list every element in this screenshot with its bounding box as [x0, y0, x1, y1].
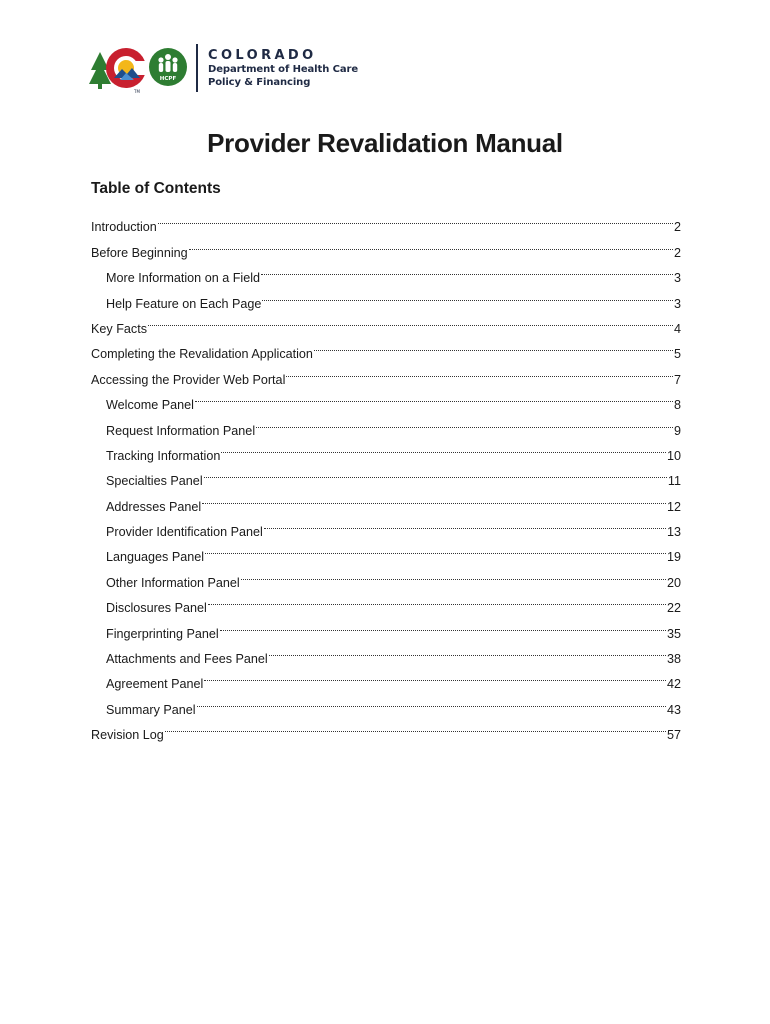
- toc-entry-page-number[interactable]: 42: [666, 677, 681, 692]
- toc-entry[interactable]: [91, 206, 681, 235]
- logo-marks: [88, 42, 188, 94]
- toc-dot-leader: [204, 460, 667, 485]
- document-title: Provider Revalidation Manual: [207, 128, 563, 158]
- toc-dot-leader: [241, 561, 666, 586]
- toc-dot-leader: [189, 231, 673, 256]
- toc-dot-leader: [165, 714, 666, 739]
- toc-entry-page-number[interactable]: 2: [673, 220, 681, 235]
- toc-entry-label[interactable]: Disclosures Panel: [106, 601, 207, 616]
- toc-entry-page-number[interactable]: 3: [673, 271, 681, 286]
- toc-dot-leader: [148, 308, 673, 333]
- toc-entry-label[interactable]: Specialties Panel: [106, 474, 203, 489]
- toc-entry-page-number[interactable]: 11: [667, 474, 681, 489]
- toc-entry-label[interactable]: Introduction: [91, 220, 157, 235]
- toc-dot-leader: [208, 587, 666, 612]
- toc-dot-leader: [314, 333, 673, 358]
- colorado-c-logo-icon: [88, 42, 188, 94]
- toc-entry-label[interactable]: Completing the Revalidation Application: [91, 347, 313, 362]
- toc-entry[interactable]: [91, 231, 681, 260]
- tm-mark: TM: [134, 89, 140, 94]
- toc-dot-leader: [158, 206, 673, 231]
- hcpf-mark-text: HCPF: [159, 76, 177, 82]
- table-of-contents: [91, 206, 681, 743]
- toc-heading: Table of Contents: [91, 180, 221, 197]
- toc-entry-label[interactable]: Help Feature on Each Page: [106, 296, 262, 311]
- toc-entry-page-number[interactable]: 9: [673, 423, 681, 438]
- toc-entry-page-number[interactable]: 4: [673, 321, 681, 336]
- toc-dot-leader: [261, 257, 673, 282]
- toc-entry-label[interactable]: Other Information Panel: [106, 575, 240, 590]
- toc-entry-label[interactable]: Attachments and Fees Panel: [106, 652, 268, 667]
- toc-entry-page-number[interactable]: 8: [673, 398, 681, 413]
- toc-entry[interactable]: [91, 308, 681, 336]
- toc-entry-page-number[interactable]: 5: [673, 347, 681, 362]
- toc-dot-leader: [262, 282, 673, 307]
- toc-entry-label[interactable]: Tracking Information: [106, 448, 221, 463]
- toc-entry[interactable]: [91, 714, 681, 743]
- toc-dot-leader: [195, 384, 673, 409]
- colorado-c-icon: [106, 48, 148, 88]
- toc-entry-page-number[interactable]: 12: [666, 499, 681, 514]
- toc-dot-leader: [202, 485, 666, 510]
- toc-dot-leader: [269, 638, 666, 663]
- toc-dot-leader: [197, 688, 666, 713]
- toc-dot-leader: [205, 536, 666, 561]
- logo-state-name: COLORADO: [208, 47, 317, 63]
- toc-entry-label[interactable]: Revision Log: [91, 728, 164, 743]
- toc-dot-leader: [286, 358, 673, 383]
- logo-text: [208, 48, 358, 89]
- toc-entry-page-number[interactable]: 20: [666, 575, 681, 590]
- toc-entry-label[interactable]: Fingerprinting Panel: [106, 626, 219, 641]
- toc-entry-page-number[interactable]: 3: [673, 296, 681, 311]
- logo-divider: [196, 44, 198, 92]
- toc-dot-leader: [221, 435, 666, 460]
- toc-dot-leader: [204, 663, 666, 688]
- toc-entry-label[interactable]: Request Information Panel: [106, 423, 256, 438]
- toc-entry-page-number[interactable]: 2: [673, 245, 681, 260]
- toc-entry-label[interactable]: Summary Panel: [106, 702, 196, 717]
- hcpf-logo: [88, 42, 358, 94]
- toc-entry-page-number[interactable]: 19: [666, 550, 681, 565]
- toc-entry-label[interactable]: Welcome Panel: [106, 398, 194, 413]
- toc-dot-leader: [264, 511, 666, 536]
- toc-entry-page-number[interactable]: 22: [666, 601, 681, 616]
- toc-entry-page-number[interactable]: 43: [666, 702, 681, 717]
- toc-entry-label[interactable]: Accessing the Provider Web Portal: [91, 372, 286, 387]
- toc-dot-leader: [256, 409, 673, 434]
- hcpf-circle-icon: [149, 48, 187, 86]
- toc-dot-leader: [220, 612, 666, 637]
- toc-entry-page-number[interactable]: 10: [666, 448, 681, 463]
- toc-entry[interactable]: [91, 333, 681, 362]
- toc-entry-label[interactable]: Provider Identification Panel: [106, 525, 263, 540]
- logo-department-line2: Policy & Financing: [208, 76, 311, 88]
- toc-entry-page-number[interactable]: 35: [666, 626, 681, 641]
- toc-entry-label[interactable]: Languages Panel: [106, 550, 205, 565]
- toc-entry-page-number[interactable]: 13: [666, 525, 681, 540]
- logo-department-line1: Department of Health Care: [208, 63, 358, 75]
- toc-entry-label[interactable]: Agreement Panel: [106, 677, 204, 692]
- toc-entry-label[interactable]: Before Beginning: [91, 245, 188, 260]
- toc-entry-label[interactable]: Key Facts: [91, 321, 147, 336]
- toc-entry-page-number[interactable]: 57: [666, 728, 681, 743]
- toc-entry-label[interactable]: Addresses Panel: [106, 499, 202, 514]
- toc-entry-label[interactable]: More Information on a Field: [106, 271, 260, 286]
- toc-entry-page-number[interactable]: 7: [673, 372, 681, 387]
- toc-entry-page-number[interactable]: 38: [666, 652, 681, 667]
